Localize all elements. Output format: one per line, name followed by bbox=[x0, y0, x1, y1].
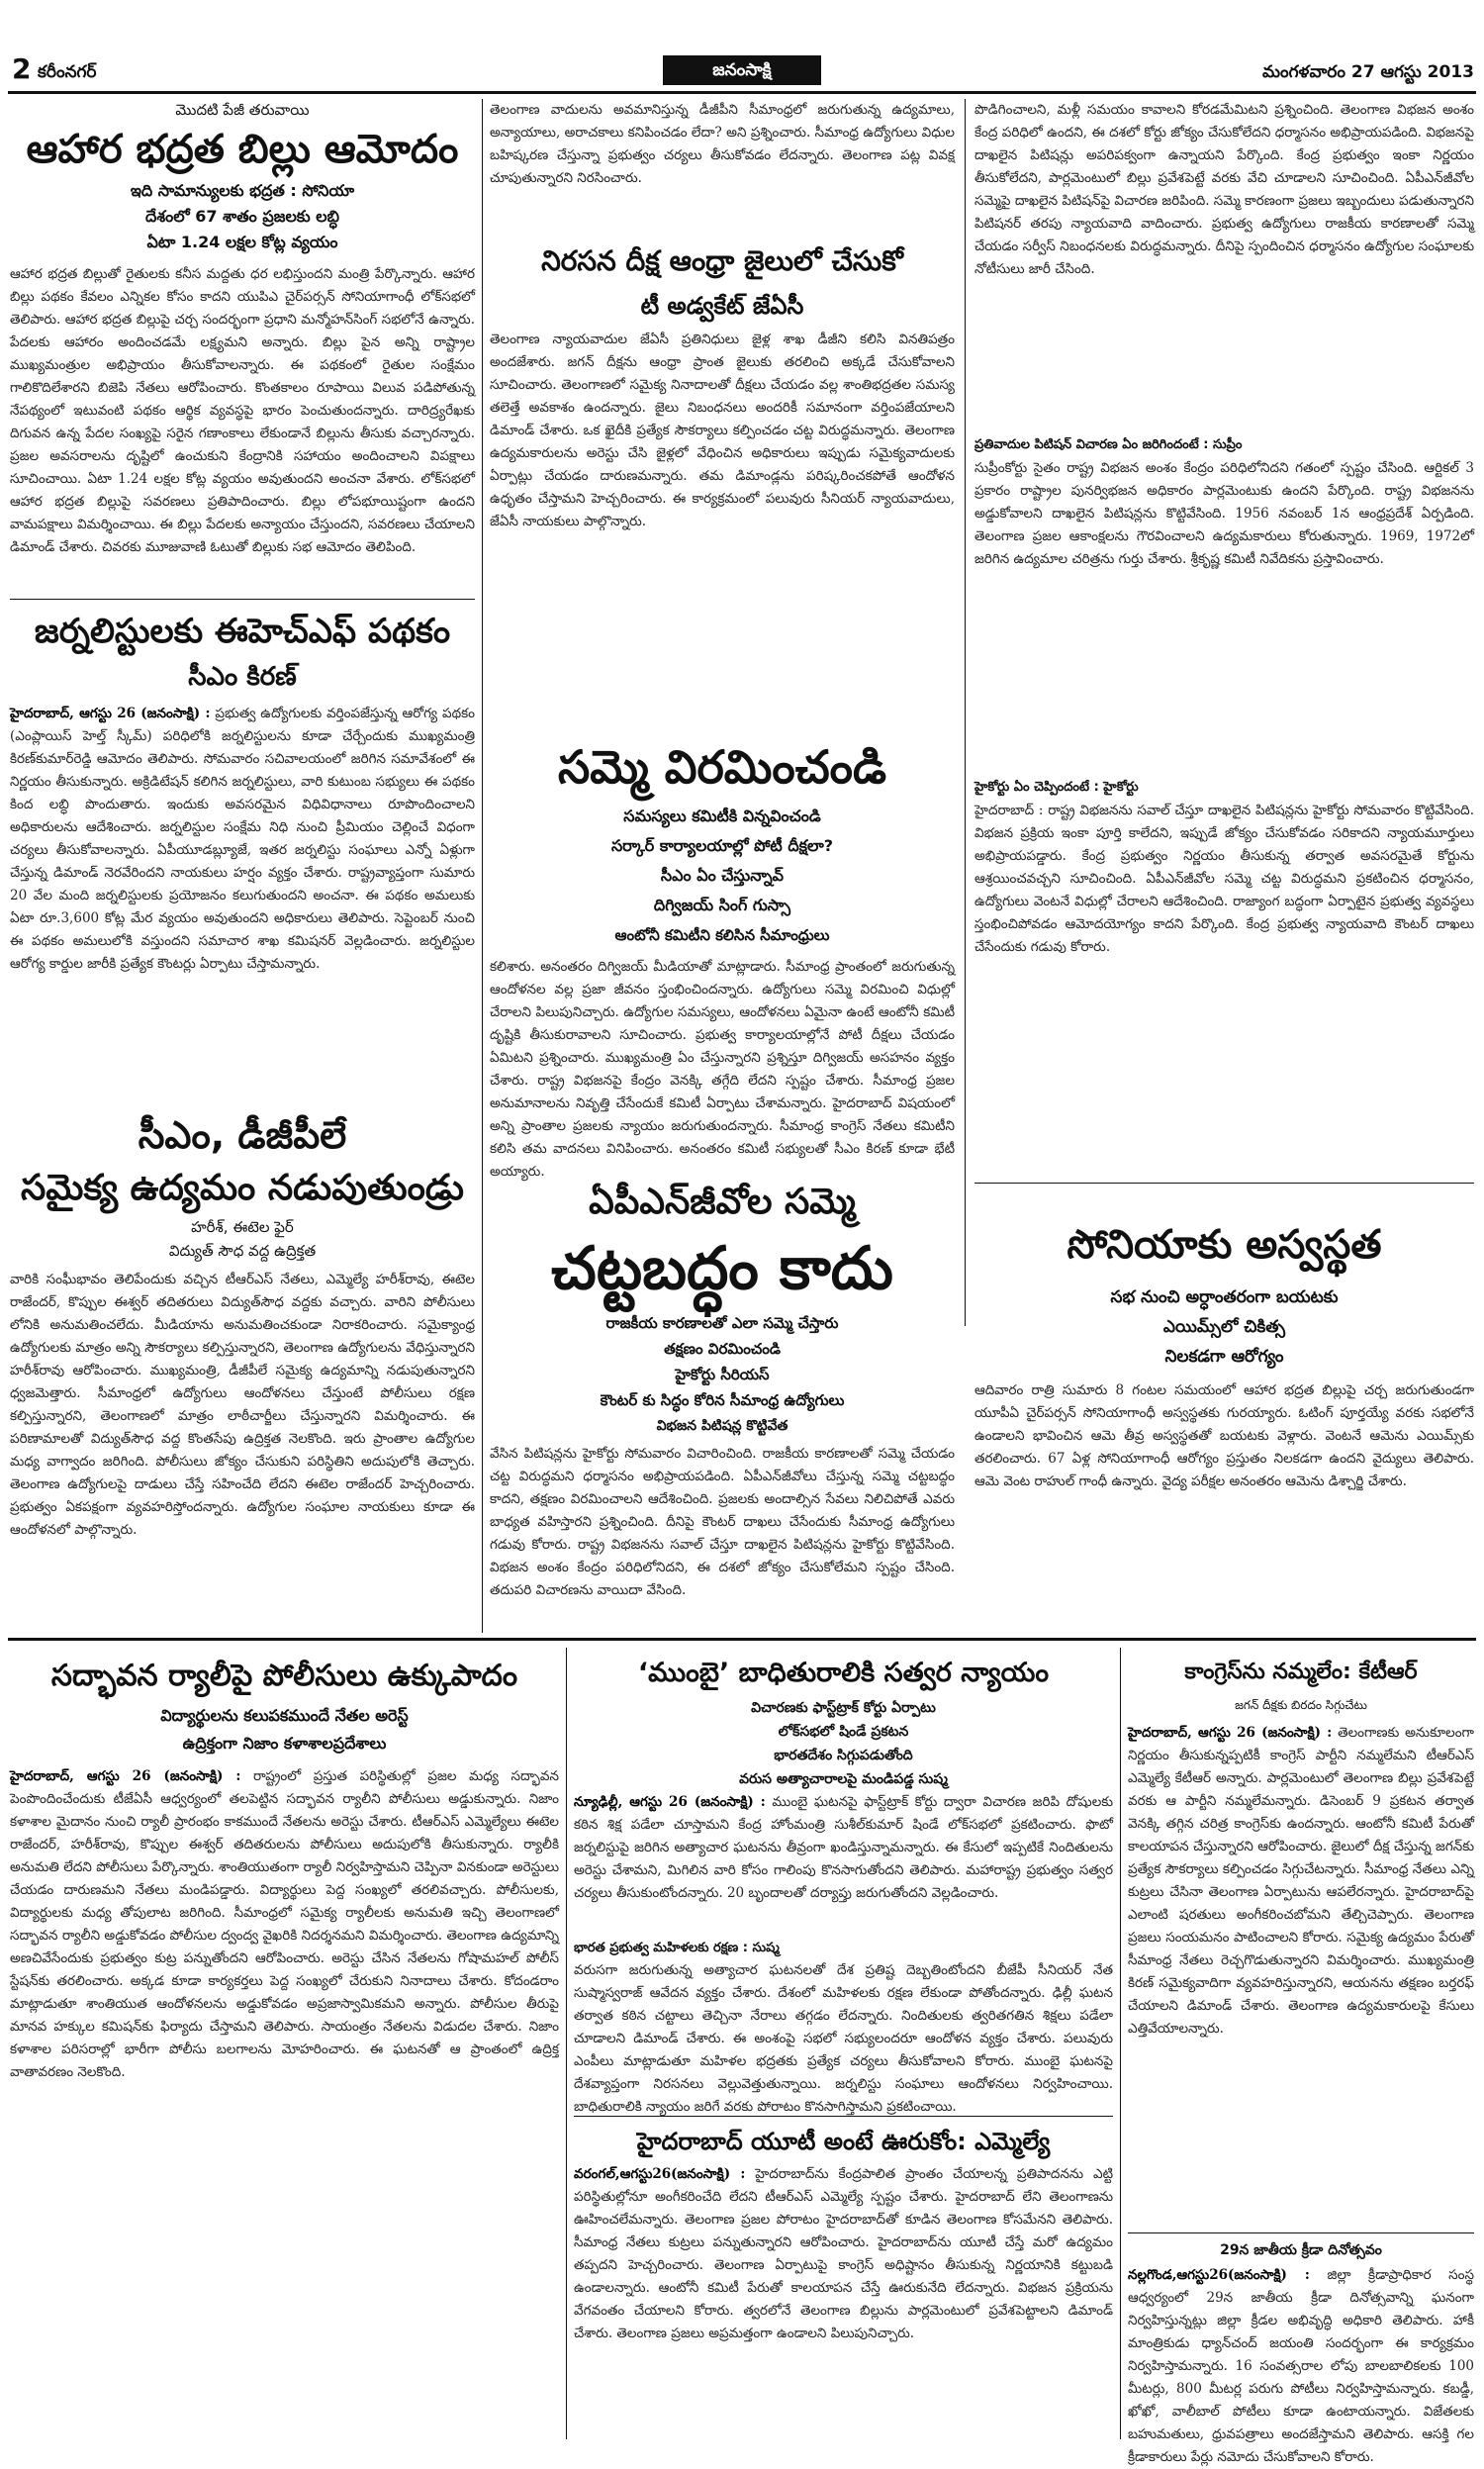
rally-body bbox=[10, 1765, 559, 2428]
mumbai-headline: ‘ముంబై’ బాధితురాలికి సత్వర న్యాయం bbox=[637, 1658, 1050, 1688]
rally-sub-1: విద్యార్థులను కలుపకముందే నేతల అరెస్ట్ bbox=[160, 1706, 409, 1725]
strike-body: కలిశారు. అనంతరం దిగ్విజయ్ మీడియాతో మాట్లాడారు. సీమాంధ్ర ప్రాంతంలో జరుగుతున్న ఆందోళనల వల్ల ప్రజా జీవనం స్తంభించిందన్నారు. ఉద్యోగులు సమ్మె విరమించి విధుల్లో చేరాలని పిలుపునిచ్చారు. ఉద్యోగుల సమస్యలు, ఆందోళనలు ఏమైనా ఉంటే ఆంటోనీ కమిటీ దృష్టికి తీసుకురావాలని సూచించారు. ప్రభుత్వ కార్యాలయాల్లోనే పోటీ దీక్షలు చేయడం ఏమిటని ప్రశ్నించారు. ముఖ్యమంత్రి ఏం చేస్తున్నారని ప్రశ్నిస్తూ దిగ్విజయ్ అసహనం వ్యక్తం చేశారు. రాష్ట్ర విభజనపై కేంద్రం వెనక్కి తగ్గేది లేదని స్పష్టం చేశారు. సీమాంధ్ర ప్రజల అనుమానాలను నివృత్తి చేసేందుకే కమిటీ ఏర్పాటు చేశామన్నారు. హైదరాబాద్ విషయంలో అన్ని ప్రాంతాల ప్రజలకు న్యాయం జరుగుతుందన్నారు. సీమాంధ్ర కాంగ్రెస్ నేతలు కమిటీని కలిసి తమ వాదనలు వినిపించారు. అనంతరం కమిటీ సభ్యులతో సీఎం కిరణ్ కూడా భేటీ అయ్యారు. bbox=[490, 959, 955, 1180]
sonia-body: ఆదివారం రాత్రి సుమారు 8 గంటల సమయంలో ఆహార భద్రత బిల్లుపై చర్చ జరుగుతుండగా యూపీఏ చైర్‌పర్సన్ సోనియాగాంధీ అస్వస్థతకు గురయ్యారు. ఓటింగ్ పూర్తయ్యే వరకు సభలోనే ఉండాలని భావించిన ఆమె తీవ్ర అస్వస్థతతో బయటకు వెళ్లారు. వెంటనే ఆమెను ఎయిమ్స్‌కు తరలించారు. 67 ఏళ్ల సోనియాగాంధీ ఆరోగ్యం ప్రస్తుతం నిలకడగా ఉందని వైద్యులు తెలిపారు. ఆమె వెంట రాహుల్ గాంధీ ఉన్నారు. వైద్య పరీక్షల అనంతరం ఆమెను డిశ్చార్జి చేశారు. bbox=[974, 1382, 1474, 1489]
sonia-sub-3: నిలకడగా ఆరోగ్యం bbox=[1164, 1347, 1284, 1367]
rally-article bbox=[10, 1651, 559, 2442]
jail-protest-article bbox=[490, 99, 955, 732]
bifurcation-body-3: హైదరాబాద్ : రాష్ట్ర విభజనను సవాల్ చేస్తూ దాఖలైన పిటిషన్లను హైకోర్టు సోమవారం కొట్టివేసింది. విభజన ప్రక్రియ ఇంకా పూర్తి కాలేదని, ఇప్పుడే జోక్యం చేసుకోవడం సరికాదని న్యాయమూర్తులు అభిప్రాయపడ్డారు. కేంద్ర ప్రభుత్వం నిర్ణయం తీసుకున్న తర్వాత అవసరమైతే కోర్టును ఆశ్రయించవచ్చని సూచించింది. ఏపీఎన్‌జీవోల సమ్మె చట్ట విరుద్ధమని ప్రకటించిన ధర్మాసనం, ఉద్యోగులు వెంటనే విధుల్లో చేరాలని ఆదేశించింది. రాజ్యాంగ బద్ధంగా ఏర్పాటైన ప్రభుత్వ వ్యవస్థలు స్తంభించిపోవడం ఆమోదయోగ్యం కాదని పేర్కొంది. కేంద్ర ప్రభుత్వ న్యాయవాది కౌంటర్ దాఖలు చేసేందుకు గడువు కోరారు. bbox=[974, 803, 1474, 955]
sports-text: జిల్లా క్రీడాప్రాధికార సంస్థ ఆధ్వర్యంలో 29న జాతీయ క్రీడా దినోత్సవాన్ని ఘనంగా నిర్వహిస్తున్నట్లు జిల్లా క్రీడల అభివృద్ధి అధికారి తెలిపారు. హాకీ మాంత్రికుడు ధ్యాన్‌చంద్ జయంతి సందర్భంగా ఈ కార్యక్రమం నిర్వహిస్తామన్నారు. 16 సంవత్సరాల లోపు బాలబాలికలకు 100 మీటర్లు, 800 మీటర్ల పరుగు పోటీలు నిర్వహిస్తామన్నారు. కబడ్డీ, ఖోఖో, వాలీబాల్ పోటీలు కూడా ఉంటాయన్నారు. విజేతలకు బహుమతులు, ధ్రువపత్రాలు అందజేస్తామని తెలిపారు. ఆసక్తి గల క్రీడాకారులు పేర్లు నమోదు చేసుకోవాలని కోరారు. bbox=[1128, 2267, 1474, 2465]
mumbai-sub-2: లోక్‌సభలో షిండే ప్రకటన bbox=[778, 1724, 909, 1740]
food-bill-kicker: మొదటి పేజీ తరువాయి bbox=[175, 101, 310, 119]
ktr-text: తెలంగాణకు అనుకూలంగా నిర్ణయం తీసుకున్నప్పటికీ కాంగ్రెస్ పార్టీని నమ్మలేమని టీఆర్ఎస్ ఎమ్మెల్యే కేటీఆర్ అన్నారు. పార్లమెంటులో తెలంగాణ బిల్లు ప్రవేశపెట్టే వరకు ఆ పార్టీని నమ్మలేమన్నారు. డిసెంబర్ 9 ప్రకటన తర్వాత వెనక్కి తగ్గిన చరిత్ర కాంగ్రెస్‌కు ఉందన్నారు. ఆంటోనీ కమిటీ పేరుతో కాలయాపన చేస్తున్నారని ఆరోపించారు. జైలులో దీక్ష చేస్తున్న జగన్‌కు ప్రత్యేక సౌకర్యాలు కల్పించడం సిగ్గుచేటన్నారు. సీమాంధ్ర నేతలు ఎన్ని కుట్రలు చేసినా తెలంగాణ ఏర్పాటును ఆపలేరన్నారు. హైదరాబాద్‌పై ఎలాంటి షరతులు అంగీకరించబోమని తేల్చిచెప్పారు. తెలంగాణ ప్రజలు సంయమనం పాటించాలని కోరారు. సమైక్య ఉద్యమం పేరుతో సీమాంధ్ర నేతలు రెచ్చగొడుతున్నారని విమర్శించారు. ముఖ్యమంత్రి కిరణ్ సమైక్యవాదిగా వ్యవహరిస్తున్నారని, ఆయనను తక్షణం బర్తరఫ్ చేయాలని డిమాండ్ చేశారు. తెలంగాణ ఉద్యమకారులపై కేసులు ఎత్తివేయాలన్నారు. bbox=[1128, 1725, 1474, 2037]
sports-headline: 29న జాతీయ క్రీడా దినోత్సవం bbox=[1220, 2242, 1382, 2258]
masthead-title: జనంసాక్షి bbox=[712, 60, 772, 80]
hyd-ut-dateline: వరంగల్,ఆగస్టు26(జనంసాక్షి) : bbox=[574, 2166, 746, 2182]
sonia-headline: సోనియాకు అస్వస్థత bbox=[1067, 1222, 1382, 1268]
rally-text: రాష్ట్రంలో ప్రస్తుత పరిస్థితుల్లో ప్రజల మధ్య సద్భావన పెంపొందించేందుకు టీజేఏసీ ఆధ్వర్యంలో తలపెట్టిన సద్భావన ర్యాలీని పోలీసులు అడ్డుకున్నారు. నిజాం కళాశాల మైదానం నుంచి ర్యాలీ ప్రారంభం కాకముందే నేతలను అరెస్టు చేశారు. టీఆర్ఎస్ ఎమ్మెల్యేలు ఈటెల రాజేందర్, హరీశ్‌రావు, కొప్పుల ఈశ్వర్ తదితరులను పోలీసులు అదుపులోకి తీసుకున్నారు. ర్యాలీకి అనుమతి లేదని పోలీసులు పేర్కొన్నారు. శాంతియుతంగా ర్యాలీ నిర్వహిస్తామని చెప్పినా వినకుండా అరెస్టులు చేయడం దారుణమని నేతలు మండిపడ్డారు. విద్యార్థులు పెద్ద సంఖ్యలో తరలివచ్చారు. పోలీసులకు, విద్యార్థులకు మధ్య తోపులాట జరిగింది. సీమాంధ్రలో సమైక్య ర్యాలీలకు అనుమతి ఇచ్చి తెలంగాణలో సద్భావన ర్యాలీని అడ్డుకోవడం పోలీసుల ద్వంద్వ వైఖరికి నిదర్శనమని విమర్శించారు. తెలంగాణ ఉద్యమాన్ని అణచివేసేందుకు ప్రభుత్వం కుట్ర పన్నుతోందని ఆరోపించారు. అరెస్టు చేసిన నేతలను గోషామహల్ పోలీస్ స్టేషన్‌కు తరలించారు. అక్కడ కూడా కార్యకర్తలు పెద్ద సంఖ్యలో చేరుకుని నినాదాలు చేశారు. కోదండరాం మాట్లాడుతూ శాంతియుత ఆందోళనలను అడ్డుకోవడం అప్రజాస్వామికమని అన్నారు. పోలీసుల తీరుపై మానవ హక్కుల కమిషన్‌కు ఫిర్యాదు చేస్తామని తెలిపారు. సాయంత్రం నేతలను విడుదల చేశారు. నిజాం కళాశాల పరిసరాల్లో భారీగా పోలీసు బలగాలను మోహరించారు. ఈ ఘటనతో ఆ ప్రాంతంలో ఉద్రిక్త వాతావరణం నెలకొంది. bbox=[10, 1768, 559, 2080]
cm-dgp-headline-2: సమైక్య ఉద్యమం నడుపుతుండ్రు bbox=[21, 1168, 464, 1208]
ktr-body bbox=[1128, 1722, 1474, 2227]
mumbai-article-cont bbox=[574, 1938, 1113, 2115]
apngo-headline-top: ఏపీఎన్‌జీవోల సమ్మె bbox=[589, 1182, 856, 1222]
bifurcation-article bbox=[974, 99, 1474, 1178]
food-bill-headline: ఆహార భద్రత బిల్లు ఆమోదం bbox=[26, 127, 459, 172]
strike-sub-1: సమస్యలు కమిటీకి విన్నవించండి bbox=[623, 807, 821, 825]
rally-headline: సద్భావన ర్యాలీపై పోలీసులు ఉక్కుపాదం bbox=[50, 1659, 518, 1693]
sports-dateline: నల్లగొండ,ఆగస్టు26(జనంసాక్షి) : bbox=[1128, 2267, 1310, 2283]
apngo-sub-3: హైకోర్టు సీరియస్ bbox=[675, 1366, 770, 1383]
mumbai-sub-1: విచారణకు ఫాస్ట్‌ట్రాక్ కోర్టు ఏర్పాటు bbox=[751, 1700, 936, 1716]
strike-kicker: ఆంటోనీ కమిటీని కలిసిన సీమాంధ్రులు bbox=[614, 926, 830, 944]
cm-dgp-sub-2: విద్యుత్ సౌధ వద్ద ఉద్రిక్తత bbox=[168, 1242, 317, 1260]
page-header bbox=[0, 0, 1484, 95]
jail-protest-top: తెలంగాణ వాదులను అవమానిస్తున్న డీజీపీని సీమాంధ్రలో జరుగుతున్న ఉద్యమాలు, అన్యాయాలు, అరాచకాలు కనిపించడం లేదా? అని ప్రశ్నించారు. సీమాంధ్ర ఉద్యోగులు విధుల బహిష్కరణ చేస్తున్నా ప్రభుత్వం చర్యలు తీసుకోవడం లేదన్నారు. తెలంగాణ పట్ల వివక్ష చూపుతున్నారని నిరసించారు. bbox=[490, 102, 955, 186]
divider bbox=[574, 2116, 1113, 2117]
apngo-body: వేసిన పిటిషన్లను హైకోర్టు సోమవారం విచారించింది. రాజకీయ కారణాలతో సమ్మె చేయడం చట్ట విరుద్ధమని ధర్మాసనం అభిప్రాయపడింది. ఏపీఎన్‌జీవోలు చేస్తున్న సమ్మె చట్టబద్ధం కాదని, తక్షణం విరమించాలని ఆదేశించింది. ప్రజలకు అందాల్సిన సేవలు నిలిచిపోతే ఎవరు బాధ్యత వహిస్తారని ప్రశ్నించింది. దీనిపై కౌంటర్ దాఖలు చేసేందుకు సీమాంధ్ర ఉద్యోగులు గడువు కోరారు. రాష్ట్ర విభజనను సవాల్ చేస్తూ దాఖలైన పిటిషన్లను హైకోర్టు కొట్టివేసింది. విభజన అంశం కేంద్రం పరిధిలోనిదని, ఈ దశలో జోక్యం చేసుకోలేమని స్పష్టం చేసింది. తదుపరి విచారణను వాయిదా వేసింది. bbox=[490, 1446, 955, 1598]
apngo-article bbox=[490, 1178, 955, 1633]
strike-sub-2: సర్కార్ కార్యాలయాల్లో పోటీ దీక్షలా? bbox=[610, 836, 834, 855]
column-divider bbox=[1120, 1648, 1121, 2439]
header-rule bbox=[8, 91, 1476, 94]
bifurcation-body-2: సుప్రీంకోర్టు సైతం రాష్ట్ర విభజన అంశం కేంద్రం పరిధిలోనిదని గతంలో స్పష్టం చేసింది. ఆర్టికల్ 3 ప్రకారం రాష్ట్రాల పునర్విభజన అధికారం పార్లమెంటుకు ఉందని పేర్కొంది. రాష్ట్ర విభజనను అడ్డుకోవాలని దాఖలైన పిటిషన్లను కొట్టివేసింది. 1956 నవంబర్ 1న ఆంధ్రప్రదేశ్ ఏర్పడింది. తెలంగాణ ప్రజల ఆకాంక్షలను గౌరవించాలని ఉద్యమకారులు కోరుతున్నారు. 1969, 1972లో జరిగిన ఉద్యమాల చరిత్రను గుర్తు చేశారు. శ్రీకృష్ణ కమిటీ నివేదికను ప్రస్తావించారు. bbox=[974, 460, 1474, 567]
cm-dgp-body: వారికి సంఘీభావం తెలిపేందుకు వచ్చిన టీఆర్ఎస్ నేతలు, ఎమ్మెల్యే హరీశ్‌రావు, ఈటెల రాజేందర్, కొప్పుల ఈశ్వర్ తదితరులు విద్యుత్‌సౌధ వద్దకు వచ్చారు. వారిని పోలీసులు లోనికి అనుమతించలేదు. మీడియాను అనుమతించకుండా నిరాకరించారు. సమైక్యాంధ్ర ఉద్యోగులకు మాత్రం అన్ని సౌకర్యాలు కల్పిస్తున్నారని, తెలంగాణ ఉద్యోగులను వేధిస్తున్నారని హరీశ్‌రావు ఆరోపించారు. ముఖ్యమంత్రి, డీజీపీలే సమైక్య ఉద్యమాన్ని నడుపుతున్నారని ధ్వజమెత్తారు. సీమాంధ్రలో ఉద్యోగులు ఆందోళనలు చేస్తుంటే పోలీసులు రక్షణ కల్పిస్తున్నారని, తెలంగాణలో మాత్రం లాఠీచార్జీలు చేస్తున్నారని విమర్శించారు. ఈ పరిణామాలతో విద్యుత్‌సౌధ వద్ద కొంతసేపు ఉద్రిక్తత నెలకొంది. ఇరు ప్రాంతాల ఉద్యోగుల మధ్య వాగ్వాదం జరిగింది. పోలీసులు జోక్యం చేసుకుని పరిస్థితిని అదుపులోకి తెచ్చారు. తెలంగాణ ఉద్యోగులపై దాడులు చేస్తే సహించేది లేదని ఈటెల రాజేందర్ హెచ్చరించారు. ప్రభుత్వం ఏకపక్షంగా వ్యవహరిస్తోందన్నారు. ఉద్యోగుల సంఘాల నాయకులు కూడా ఈ ఆందోళనలో పాల్గొన్నారు. bbox=[10, 1272, 475, 1538]
mumbai-dateline: న్యూఢిల్లీ, ఆగస్టు 26 (జనంసాక్షి) : bbox=[574, 1794, 766, 1810]
rally-dateline: హైదరాబాద్, ఆగస్టు 26 (జనంసాక్షి) : bbox=[10, 1768, 241, 1784]
apngo-sub-2: తక్షణం విరమించండి bbox=[664, 1340, 781, 1358]
edition-name: కరీంనగర్ bbox=[38, 62, 97, 82]
mumbai-label: భారత ప్రభుత్వ మహిళలకు రక్షణ : సుష్మ bbox=[574, 1941, 780, 1955]
column-divider bbox=[566, 1648, 567, 2439]
strike-article bbox=[490, 732, 955, 1180]
column-divider bbox=[482, 99, 483, 1633]
strike-headline: సమ్మె విరమించండి bbox=[557, 740, 887, 794]
cm-dgp-article bbox=[10, 1108, 475, 1603]
sonia-sub-1: సభ నుంచి అర్ధాంతరంగా బయటకు bbox=[1110, 1287, 1339, 1307]
food-bill-sub-1: ఇది సామాన్యులకు భద్రత : సోనియా bbox=[130, 181, 355, 200]
journalists-body bbox=[10, 703, 475, 1096]
sports-article bbox=[1128, 2236, 1474, 2465]
divider bbox=[1128, 2232, 1474, 2233]
hyd-ut-article bbox=[574, 2120, 1113, 2444]
apngo-kicker: విభజన పిటిషన్ల కొట్టివేత bbox=[656, 1418, 788, 1434]
apngo-headline-main: చట్టబద్ధం కాదు bbox=[551, 1234, 893, 1303]
issue-date: మంగళవారం 27 ఆగస్టు 2013 bbox=[1261, 62, 1474, 82]
apngo-sub-4: కౌంటర్ కు సిద్ధం కోరిన సీమాంధ్ర ఉద్యోగులు bbox=[600, 1391, 845, 1409]
mumbai-kicker: వరుస అత్యాచారాలపై మండిపడ్డ సుష్మ bbox=[739, 1771, 948, 1787]
apngo-sub-1: రాజకీయ కారణాలతో ఎలా సమ్మె చేస్తారు bbox=[605, 1314, 839, 1332]
mumbai-sub-3: భారతదేశం సిగ్గుపడుతోంది bbox=[774, 1748, 913, 1763]
cm-dgp-sub-1: హరీశ్, ఈటెల ఫైర్ bbox=[191, 1218, 294, 1236]
journalists-headline: జర్నలిస్టులకు ఈహెచ్‌ఎఫ్ పథకం bbox=[34, 612, 451, 651]
journalists-sub: సీఎం కిరణ్ bbox=[188, 662, 297, 692]
ktr-headline: కాంగ్రెస్‌ను నమ్మలేం: కేటీఆర్ bbox=[1184, 1660, 1418, 1684]
hyd-ut-text: హైదరాబాద్‌ను కేంద్రపాలిత ప్రాంతం చేయాలన్న ప్రతిపాదనను ఎట్టి పరిస్థితుల్లోనూ అంగీకరించేది లేదని టీఆర్ఎస్ ఎమ్మెల్యే స్పష్టం చేశారు. హైదరాబాద్ లేని తెలంగాణను ఊహించలేమన్నారు. తెలంగాణ ప్రజల పోరాటం హైదరాబాద్‌తో కూడిన తెలంగాణ కోసమేనని తెలిపారు. సీమాంధ్ర నేతలు కుట్రలు పన్నుతున్నారని ఆరోపించారు. హైదరాబాద్‌ను యూటీ చేస్తే మరో ఉద్యమం తప్పదని హెచ్చరించారు. తెలంగాణ ఏర్పాటుపై కాంగ్రెస్ అధిష్టానం తీసుకున్న నిర్ణయానికి కట్టుబడి ఉండాలన్నారు. ఆంటోనీ కమిటీ పేరుతో కాలయాపన చేస్తే ఊరుకునేది లేదన్నారు. విభజన ప్రక్రియను వేగవంతం చేయాలని కోరారు. త్వరలోనే తెలంగాణ బిల్లును పార్లమెంటులో ప్రవేశపెట్టాలని డిమాండ్ చేశారు. తెలంగాణ ప్రజలు అప్రమత్తంగా ఉండాలని పిలుపునిచ్చారు. bbox=[574, 2166, 1113, 2341]
ktr-kicker: జగన్ దీక్షకు బిరదం సిగ్గుచేటు bbox=[1235, 1698, 1367, 1712]
ktr-dateline: హైదరాబాద్, ఆగస్టు 26 (జనంసాక్షి) : bbox=[1128, 1725, 1333, 1741]
journalists-article bbox=[10, 606, 475, 1100]
column-divider bbox=[965, 99, 966, 1326]
page-number: 2 bbox=[12, 52, 32, 85]
sonia-sub-2: ఎయిమ్స్‌లో చికిత్స bbox=[1162, 1317, 1286, 1337]
bifurcation-label-2: హైకోర్టు ఏం చెప్పిందంటే : హైకోర్టు bbox=[974, 780, 1139, 795]
journalists-text: ప్రభుత్వ ఉద్యోగులకు వర్తింపజేస్తున్న ఆరోగ్య పథకం (ఎంప్లాయిస్ హెల్త్ స్కీమ్) పరిధిలోకి జర్నలిస్టులను కూడా చేర్చేందుకు ముఖ్యమంత్రి కిరణ్‌కుమార్‌రెడ్డి ఆమోదం తెలిపారు. సోమవారం సచివాలయంలో జరిగిన సమావేశంలో ఈ నిర్ణయం తీసుకున్నారు. అక్రిడిటేషన్ కలిగిన జర్నలిస్టులు, వారి కుటుంబ సభ్యులు ఈ పథకం కింద లబ్ధి పొందుతారు. ఇందుకు అవసరమైన విధివిధానాలు రూపొందించాలని అధికారులను ఆదేశించారు. జర్నలిస్టుల సంక్షేమ నిధి నుంచి ప్రీమియం చెల్లించే విధంగా చర్యలు తీసుకోవాలన్నారు. ఏపీయూడబ్ల్యూజే, ఇతర జర్నలిస్టు సంఘాలు ఎన్నో ఏళ్లుగా చేస్తున్న డిమాండ్ నెరవేరిందని నాయకులు హర్షం వ్యక్తం చేశారు. రాష్ట్రవ్యాప్తంగా సుమారు 20 వేల మంది జర్నలిస్టులకు ప్రయోజనం కలుగుతుందని అంచనా. ఈ పథకం అమలుకు ఏటా రూ.3,600 కోట్ల మేర వ్యయం అవుతుందని అధికారులు తెలిపారు. సెప్టెంబర్ నుంచి ఈ పథకం అమలులోకి వస్తుందని సమాచార శాఖ కమిషనర్ వెల్లడించారు. జర్నలిస్టుల ఆరోగ్య కార్డుల జారీకి ప్రత్యేక కౌంటర్లు ఏర్పాటు చేస్తామన్నారు. bbox=[10, 706, 475, 972]
jail-protest-sub: టీ అడ్వకేట్ జేఏసీ bbox=[640, 292, 804, 320]
divider bbox=[974, 1183, 1474, 1184]
journalists-dateline: హైదరాబాద్, ఆగస్టు 26 (జనంసాక్షి) : bbox=[10, 706, 211, 721]
jail-protest-body: తెలంగాణ న్యాయవాదుల జేఏసీ ప్రతినిధులు జైళ్ల శాఖ డీజీని కలిసి వినతిపత్రం అందజేశారు. జగన్ దీక్షను ఆంధ్రా ప్రాంత జైలుకు తరలించి అక్కడే చేసుకోవాలని సూచించారు. తెలంగాణలో సమైక్య నినాదాలతో దీక్షలు చేయడం వల్ల శాంతిభద్రతల సమస్య తలెత్తే అవకాశం ఉందన్నారు. జైలు నిబంధనలు అందరికీ సమానంగా వర్తింపజేయాలని డిమాండ్ చేశారు. ఒక ఖైదీకి ప్రత్యేక సౌకర్యాలు కల్పించడం చట్ట విరుద్ధమన్నారు. తెలంగాణ ఉద్యమకారులను అరెస్టు చేసి జైళ్లలో వేధించిన అధికారులు ఇప్పుడు సమైక్యవాదులకు ఏర్పాట్లు చేయడం దారుణమన్నారు. తమ డిమాండ్లను పరిష్కరించకపోతే ఆందోళన ఉధృతం చేస్తామని హెచ్చరించారు. ఈ కార్యక్రమంలో పలువురు సీనియర్ న్యాయవాదులు, జేఏసీ నాయకులు పాల్గొన్నారు. bbox=[490, 332, 955, 529]
divider bbox=[10, 599, 475, 600]
sports-body bbox=[1128, 2264, 1474, 2465]
jail-protest-headline: నిరసన దీక్ష ఆంధ్రా జైలులో చేసుకో bbox=[541, 244, 903, 277]
food-bill-article bbox=[10, 99, 475, 594]
bifurcation-body: పొడిగించాలని, మళ్లీ సమయం కావాలని కోరడమేమిటని ప్రశ్నించింది. తెలంగాణ విభజన అంశం కేంద్ర పరిధిలో ఉందని, ఈ దశలో కోర్టు జోక్యం చేసుకోలేదని ధర్మాసనం అభిప్రాయపడింది. విభజనపై దాఖలైన పిటిషన్లు అపరిపక్వంగా ఉన్నాయని పేర్కొంది. కేంద్ర ప్రభుత్వం ఇంకా నిర్ణయం తీసుకోలేదని, పార్లమెంటులో బిల్లు ప్రవేశపెట్టే వరకు వేచి చూడాలని సూచించింది. ఏపీఎన్‌జీవోల సమ్మెపై దాఖలైన పిటిషన్‌పై విచారణ జరిపింది. సమ్మె కారణంగా ప్రజలు ఇబ్బందులు పడుతున్నారని పిటిషనర్ తరపు న్యాయవాది వాదించారు. ప్రభుత్వ ఉద్యోగులు రాజకీయ కారణాలతో సమ్మె చేయడం సర్వీస్ నిబంధనలకు విరుద్ధమన్నారు. దీనిపై స్పందించిన ధర్మాసనం ఉద్యోగుల సంఘాలకు నోటీసులు జారీ చేసింది. bbox=[974, 102, 1474, 277]
ktr-article bbox=[1128, 1651, 1474, 2230]
mumbai-text: ముంబై ఘటనపై ఫాస్ట్‌ట్రాక్ కోర్టు ద్వారా విచారణ జరిపి దోషులకు కఠిన శిక్ష పడేలా చూస్తామని కేంద్ర హోంమంత్రి సుశీల్‌కుమార్ షిండే లోక్‌సభలో ప్రకటించారు. ఫొటో జర్నలిస్టుపై జరిగిన అత్యాచార ఘటనను తీవ్రంగా ఖండిస్తున్నామన్నారు. ఈ కేసులో ఇప్పటికే నిందితులను అరెస్టు చేశామని, మిగిలిన వారి కోసం గాలింపు కొనసాగుతోందని తెలిపారు. మహారాష్ట్ర ప్రభుత్వం సత్వర చర్యలు తీసుకుంటోందన్నారు. 20 బృందాలతో దర్యాప్తు జరుగుతోందని వెల్లడించారు. bbox=[574, 1794, 1113, 1901]
hyd-ut-headline: హైదరాబాద్ యూటీ అంటే ఊరుకోం: ఎమ్మెల్యే bbox=[636, 2128, 1051, 2155]
masthead-logo bbox=[663, 55, 821, 85]
bifurcation-label-1: ప్రతివాదుల పిటిషన్ విచారణ ఏం జరిగిందంటే : సుప్రీం bbox=[974, 437, 1243, 452]
strike-sub-4: దిగ్విజయ్ సింగ్ గుస్సా bbox=[653, 896, 791, 914]
food-bill-sub-3: ఏటా 1.24 లక్షల కోట్ల వ్యయం bbox=[146, 233, 338, 251]
mumbai-article bbox=[574, 1651, 1113, 1938]
sonia-article bbox=[974, 1207, 1474, 1623]
rally-sub-2: ఉద్రిక్తంగా నిజాం కళాశాలప్రదేశాలు bbox=[182, 1734, 387, 1753]
mumbai-body-2: వరుసగా జరుగుతున్న అత్యాచార ఘటనలతో దేశ ప్రతిష్ట దెబ్బతింటోందని బీజేపీ సీనియర్ నేత సుష్మాస్వరాజ్ ఆవేదన వ్యక్తం చేశారు. దేశంలో మహిళలకు రక్షణ లేకుండా పోతోందన్నారు. ఢిల్లీ ఘటన తర్వాత కఠిన చట్టాలు తెచ్చినా నేరాలు తగ్గడం లేదన్నారు. నిందితులకు త్వరితగతిన శిక్షలు పడేలా చూడాలని డిమాండ్ చేశారు. ఈ అంశంపై సభలో సభ్యులందరూ ఆందోళన వ్యక్తం చేశారు. పలువురు ఎంపీలు మాట్లాడుతూ మహిళల భద్రతకు ప్రత్యేక చర్యలు తీసుకోవాలని కోరారు. ముంబై ఘటనపై దేశవ్యాప్తంగా నిరసనలు వెల్లువెత్తుతున్నాయి. జర్నలిస్టు సంఘాలు ఆందోళనలు నిర్వహించాయి. బాధితురాలికి న్యాయం జరిగే వరకు పోరాటం కొనసాగిస్తామని ప్రకటించాయి. bbox=[574, 1962, 1113, 2115]
hyd-ut-body bbox=[574, 2163, 1113, 2436]
mumbai-body bbox=[574, 1791, 1113, 1901]
section-rule bbox=[8, 1638, 1476, 1641]
cm-dgp-headline-1: సీఎం, డీజీపీలే bbox=[138, 1113, 347, 1157]
food-bill-sub-2: దేశంలో 67 శాతం ప్రజలకు లబ్ధి bbox=[145, 207, 339, 226]
food-bill-body: ఆహార భద్రత బిల్లుతో రైతులకు కనీస మద్దతు ధర లభిస్తుందని మంత్రి పేర్కొన్నారు. ఆహార బిల్లు పథకం కేవలం ఎన్నికల కోసం కాదని యుపిఎ చైర్‌పర్సన్ సోనియాగాంధీ లోక్‌సభలో తెలిపారు. ఆహార భద్రత బిల్లుపై చర్చ సందర్భంగా ప్రధాని మన్మోహన్‌సింగ్ సభలోనే ఉన్నారు. పేదలకు ఆహారం అందించడమే లక్ష్యమని అన్నారు. బిల్లు పైన అన్ని రాష్ట్రాల ముఖ్యమంత్రుల అభిప్రాయం తీసుకోవాలన్నారు. ఈ పథకంలో రైతుల సంక్షేమం గాలికొదిలేశారని బిజెపి నేతలు ఆరోపించారు. కొంతకాలం రూపాయి విలువ పడిపోతున్న నేపథ్యంలో ఇటువంటి పథకం ఆర్థిక వ్యవస్థపై భారం పెంచుతుందన్నారు. దారిద్ర్యరేఖకు దిగువన ఉన్న పేదల సంఖ్యపై సరైన గణాంకాలు లేకుండానే బిల్లును తీసుకు వచ్చారన్నారు. ప్రజల అవసరాలను దృష్టిలో ఉంచుకుని కేంద్రానికి సహాయం అందించాలని విపక్షాలు సూచించాయి. ఏటా 1.24 లక్షల కోట్ల వ్యయం అవుతుందని అంచనా వేశారు. లోక్‌సభలో ఆహార భద్రత బిల్లుపై సవరణలు ప్రతిపాదించారు. బిల్లు లోపభూయిష్టంగా ఉందని వామపక్షాలు విమర్శించాయి. ఈ బిల్లు పేదలకు అన్యాయం చేస్తుందని, సవరణలు చేయాలని డిమాండ్ చేశారు. చివరకు మూజువాణి ఓటుతో బిల్లుకు సభ ఆమోదం తెలిపింది. bbox=[10, 266, 475, 555]
strike-sub-3: సీఎం ఏం చేస్తున్నావ్ bbox=[660, 866, 785, 885]
